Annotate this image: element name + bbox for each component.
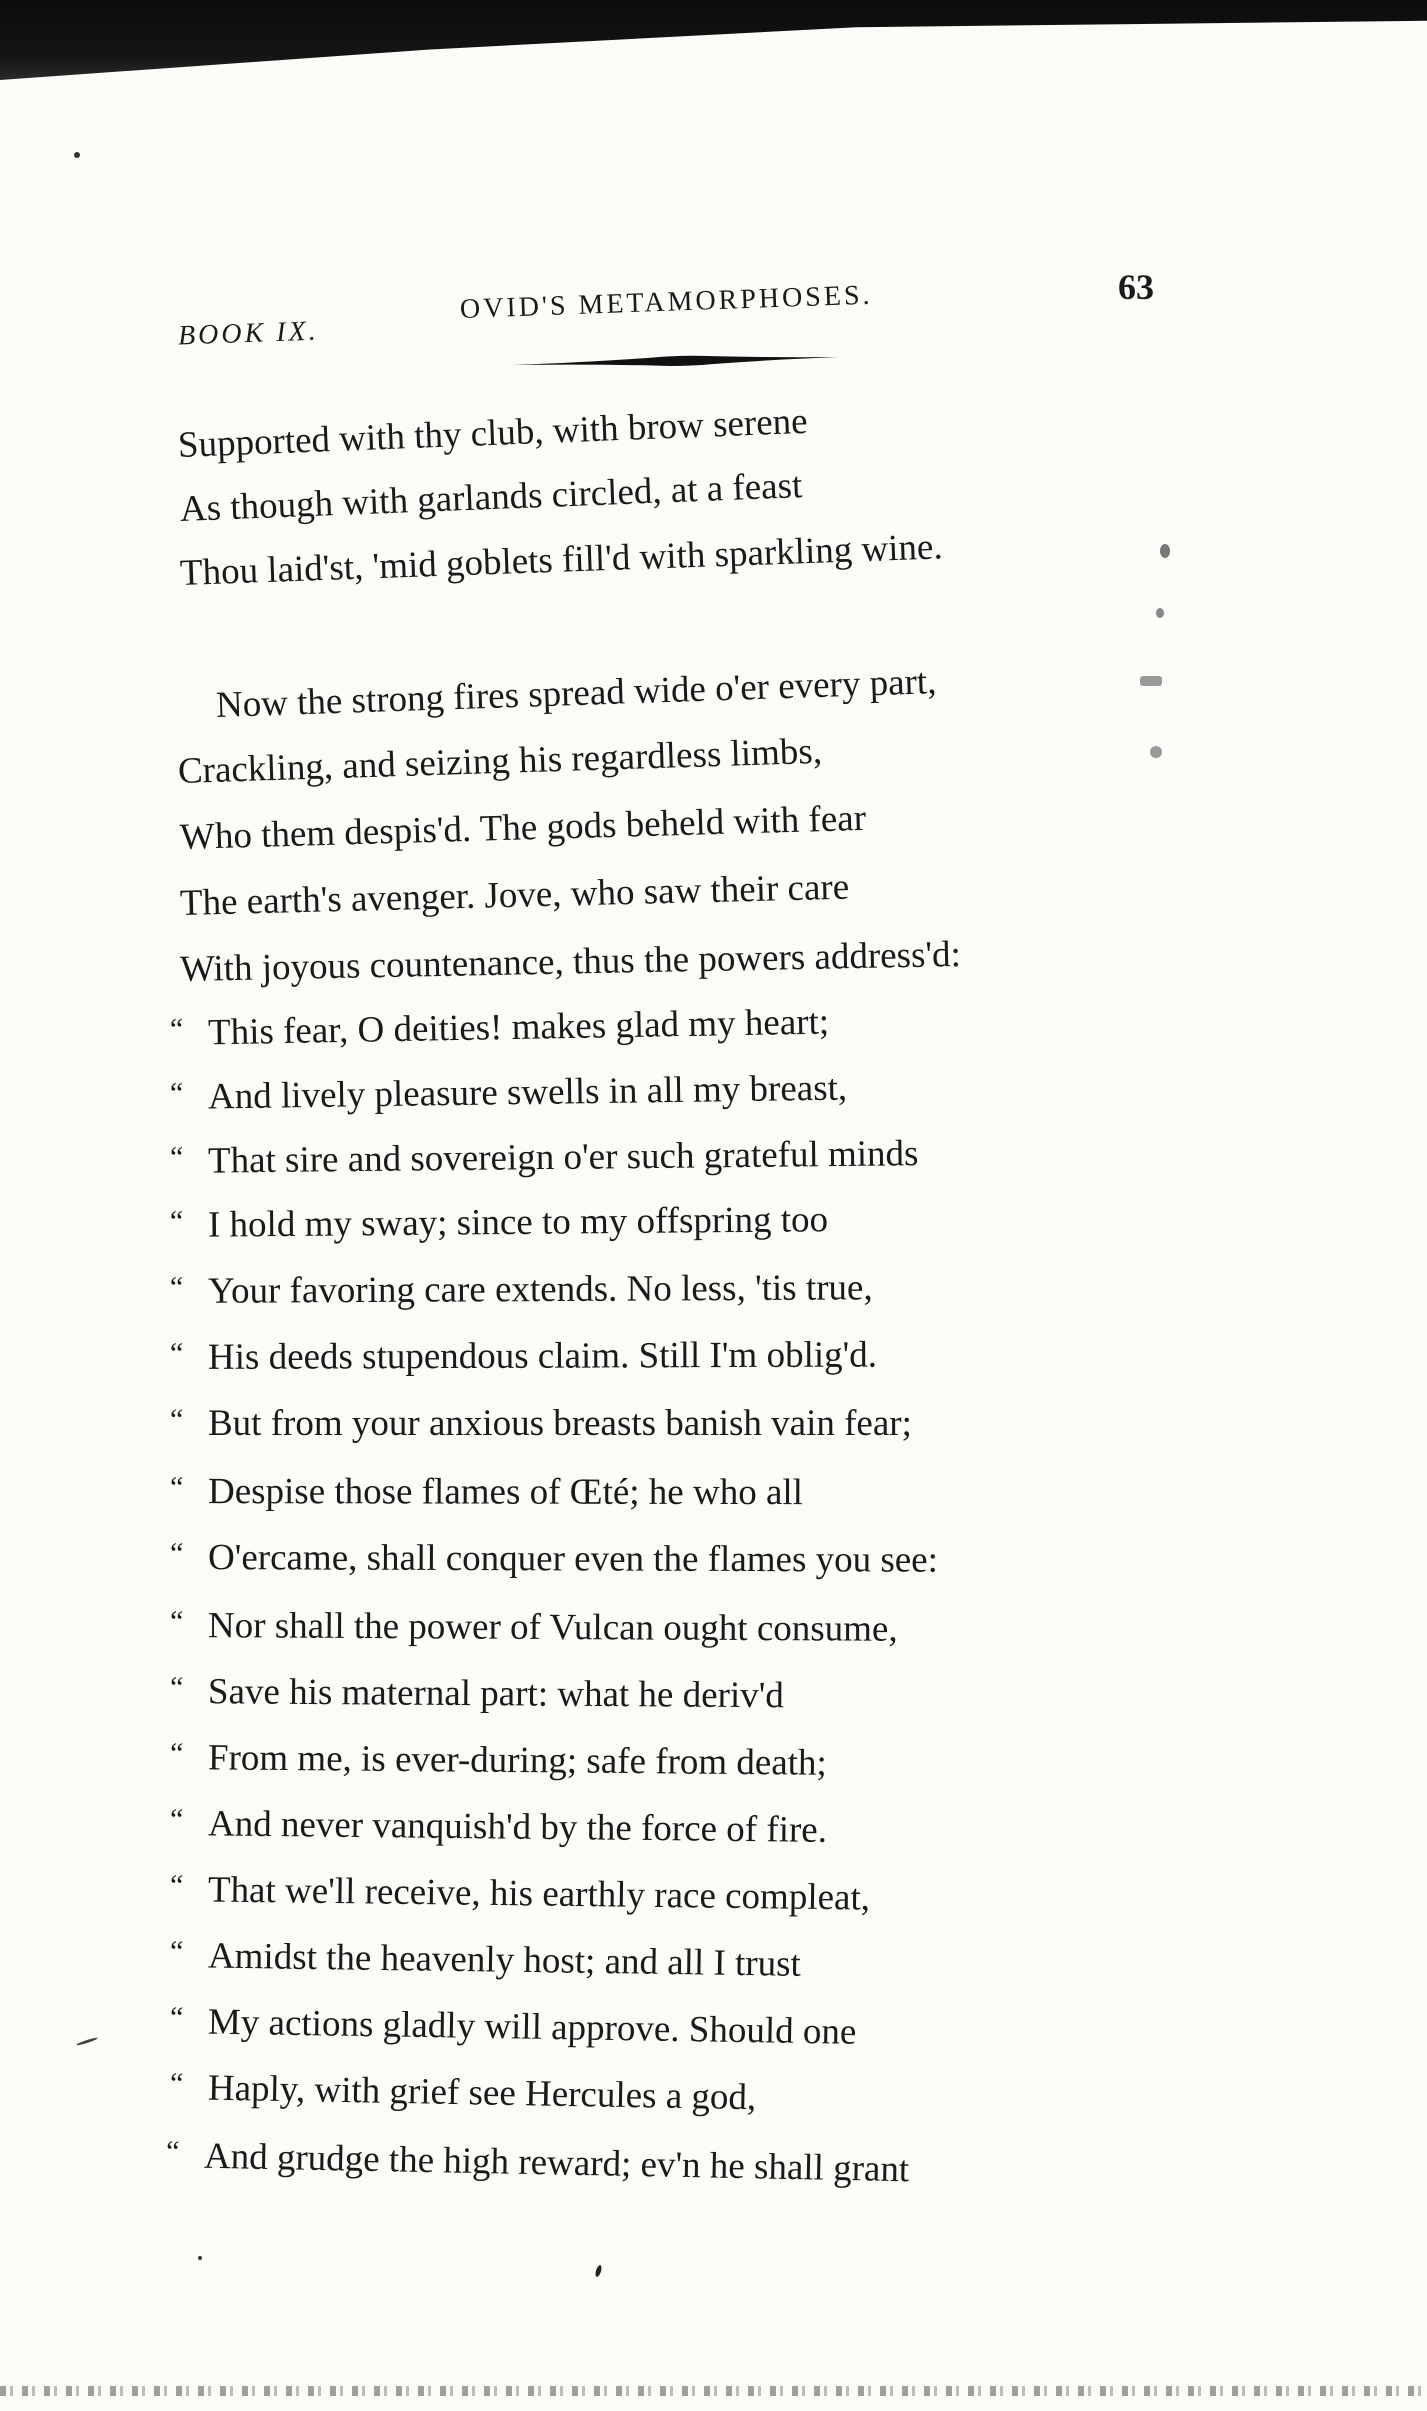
quote-mark: “ <box>169 2001 184 2035</box>
page-top-shadow <box>0 0 1427 80</box>
verse-line: The earth's avenger. Jove, who saw their care <box>179 866 850 924</box>
verse-line: “ That we'll receive, his earthly race compleat, <box>170 1864 871 1921</box>
quote-mark: “ <box>169 2067 184 2101</box>
quote-mark: “ <box>169 1076 184 1110</box>
quote-mark: “ <box>169 1803 184 1837</box>
verse-line: “ Nor shall the power of Vulcan ought consume, <box>170 1600 898 1652</box>
verse-line: “ Your favoring care extends. No less, 'tis true, <box>169 1267 873 1312</box>
scan-speck <box>74 152 80 158</box>
scan-speck <box>1156 608 1164 618</box>
verse-line: “ And lively pleasure swells in all my breast, <box>169 1067 848 1118</box>
verse-line: “ Despise those flames of Œté; he who all <box>170 1466 803 1515</box>
running-title: OVID'S METAMORPHOSES. <box>459 279 874 325</box>
quote-mark: “ <box>169 1605 184 1639</box>
verse-line: “ From me, is ever-during; safe from death; <box>170 1732 827 1786</box>
scan-speck <box>1160 544 1170 558</box>
verse-line: “ This fear, O deities! makes glad my heart; <box>169 1001 830 1054</box>
quote-mark: “ <box>169 1270 184 1304</box>
verse-line: Crackling, and seizing his regardless limbs, <box>177 730 823 792</box>
quote-mark: “ <box>169 1140 184 1174</box>
page-bottom-edge <box>0 2386 1427 2396</box>
verse-line: Now the strong fires spread wide o'er every part, <box>215 661 938 726</box>
verse-line: Supported with thy club, with brow serene <box>177 400 809 466</box>
verse-line: With joyous countenance, thus the powers address'd: <box>179 934 962 990</box>
scan-speck <box>594 2265 602 2278</box>
verse-line: “ His deeds stupendous claim. Still I'm oblig'd. <box>170 1330 877 1380</box>
scan-speck <box>1150 746 1162 758</box>
quote-mark: “ <box>169 1869 184 1903</box>
quote-mark: “ <box>169 1336 184 1370</box>
verse-line: “ That sire and sovereign o'er such grateful minds <box>169 1133 919 1182</box>
verse-line: “ Save his maternal part: what he deriv'd <box>170 1666 784 1718</box>
verse-line: Thou laid'st, 'mid goblets fill'd with sparkling wine. <box>179 526 944 594</box>
page-number: 63 <box>1118 267 1154 307</box>
verse-line: “ O'ercame, shall conquer even the flames you see: <box>170 1532 938 1583</box>
quote-mark: “ <box>169 1471 184 1505</box>
scan-speck <box>1140 676 1162 686</box>
verse-line: “ Amidst the heavenly host; and all I trust <box>170 1930 802 1987</box>
quote-mark: “ <box>169 1204 184 1238</box>
quote-mark: “ <box>165 2135 180 2169</box>
quote-mark: “ <box>169 1012 184 1046</box>
verse-line: “ Haply, with grief see Hercules a god, <box>170 2062 757 2120</box>
ornament-rule <box>512 350 838 372</box>
verse-line: “ My actions gladly will approve. Should one <box>170 1996 857 2055</box>
verse-line: Who them despis'd. The gods beheld with fear <box>179 797 867 858</box>
quote-mark: “ <box>170 1403 184 1436</box>
quote-mark: “ <box>169 1537 184 1571</box>
verse-line: “ I hold my sway; since to my offspring too <box>169 1199 829 1246</box>
scan-speck <box>76 2037 98 2047</box>
running-head <box>0 267 1427 352</box>
verse-line: “ And grudge the high reward; ev'n he shall grant <box>166 2130 910 2192</box>
quote-mark: “ <box>169 1935 184 1969</box>
scan-speck <box>198 2256 202 2260</box>
verse-line: “ But from your anxious breasts banish vain fear; <box>170 1398 912 1446</box>
verse-line: As though with garlands circled, at a feast <box>179 465 803 530</box>
book-label: BOOK IX. <box>177 315 320 352</box>
verse-line: “ And never vanquish'd by the force of fire. <box>170 1798 827 1853</box>
quote-mark: “ <box>169 1671 184 1705</box>
quote-mark: “ <box>169 1737 184 1771</box>
